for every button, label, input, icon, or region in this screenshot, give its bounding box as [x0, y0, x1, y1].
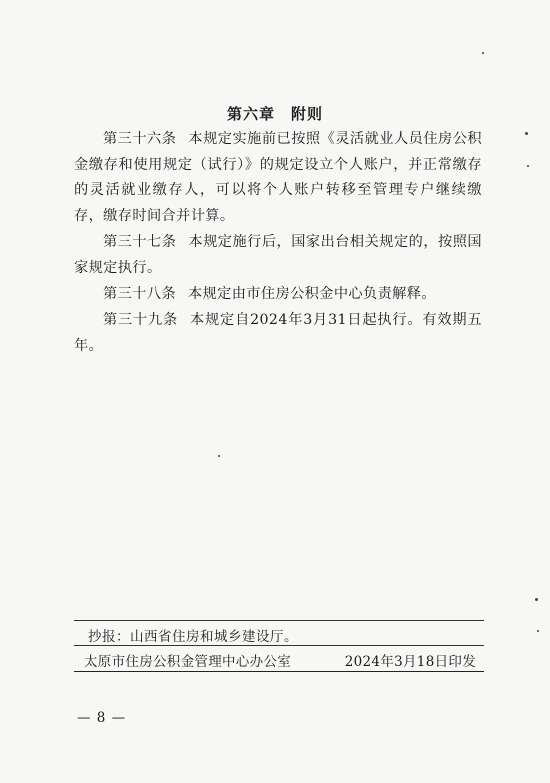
scan-speck: [482, 52, 484, 54]
article-text: 本规定实施前已按照《灵活就业人员住房公积金缴存和使用规定（试行）》的规定设立个人账户，并正常缴存的灵活就业缴存人，可以将个人账户转移至管理专户继续缴存，缴存时间合并计算。: [74, 131, 482, 224]
scan-speck: [537, 630, 539, 632]
chapter-title: 第六章 附则: [226, 105, 323, 123]
article-number: 第三十八条: [103, 286, 176, 302]
article-38: [74, 282, 482, 308]
issue-date: 2024年3月18日印发: [344, 654, 476, 670]
divider-middle: [74, 645, 484, 646]
article-39: [74, 308, 482, 359]
issuing-office: 太原市住房公积金管理中心办公室: [84, 654, 291, 670]
article-number: 第三十九条: [103, 312, 179, 328]
page-number: — 8 —: [77, 710, 127, 726]
divider-top: [74, 620, 484, 621]
article-36: [74, 127, 482, 229]
scan-speck: [527, 165, 529, 167]
cc-recipients: 抄报：山西省住房和城乡建设厅。: [88, 629, 298, 645]
article-37: [74, 230, 482, 281]
scan-speck: [525, 132, 528, 135]
article-text: 本规定由市住房公积金中心负责解释。: [187, 286, 436, 302]
article-text: 本规定自2024年3月31日起执行。有效期五年。: [74, 312, 482, 354]
article-text: 本规定施行后，国家出台相关规定的，按照国家规定执行。: [74, 234, 482, 276]
scan-speck: [218, 455, 220, 457]
scan-speck: [535, 598, 538, 601]
article-number: 第三十六条: [103, 131, 177, 147]
article-number: 第三十七条: [103, 234, 177, 250]
divider-bottom: [74, 671, 484, 672]
